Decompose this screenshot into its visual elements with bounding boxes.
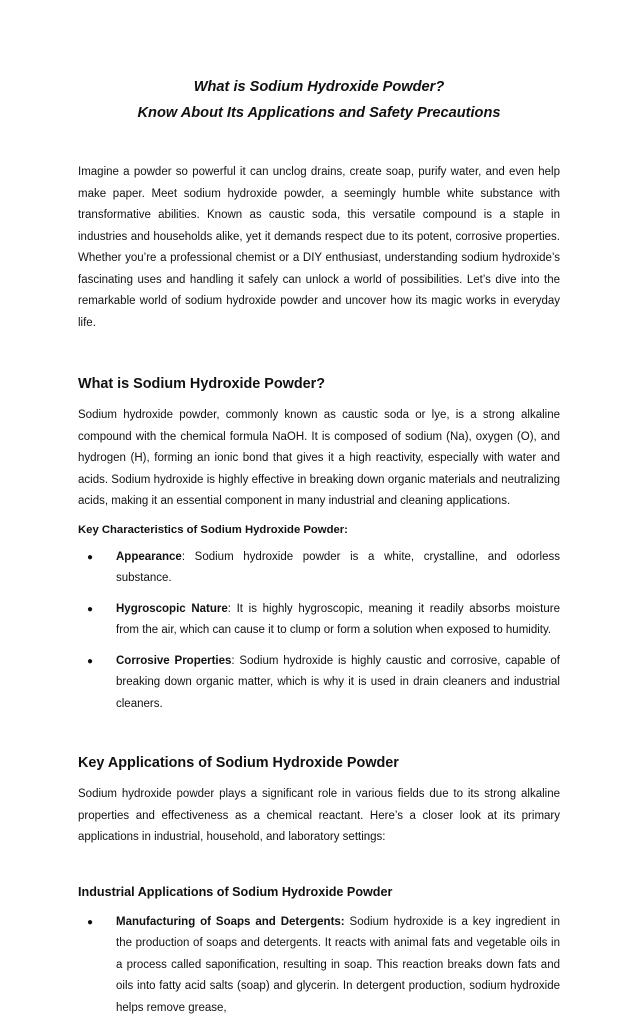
characteristics-list — [78, 547, 560, 716]
characteristics-subheading: Key Characteristics of Sodium Hydroxide Powder: — [78, 521, 560, 539]
intro-paragraph: Imagine a powder so powerful it can unclog drains, create soap, purify water, and even help make paper. Meet sodium hydroxide powder, a seemingly humble white substance with transformative abilities. Known as caustic soda, this versatile compound is a staple in industries and households alike, yet it demands respect due to its potent, corrosive properties. Whether you’re a professional chemist or a DIY enthusiast, understanding sodium hydroxide’s fascinating uses and handling it safely can unlock a world of possibilities. Let’s dive into the remarkable world of sodium hydroxide powder and uncover how its magic works in everyday life. — [78, 162, 560, 334]
section-paragraph-what-is: Sodium hydroxide powder, commonly known as caustic soda or lye, is a strong alkaline compound with the chemical formula NaOH. It is composed of sodium (Na), oxygen (O), and hydrogen (H), forming an ionic bond that gives it a high reactivity, especially with water and acids. Sodium hydroxide is highly effective in breaking down organic materials and neutralizing acids, making it an essential component in many industrial and cleaning applications. — [78, 405, 560, 513]
list-item-text: Sodium hydroxide is a key ingredient in the production of soaps and detergents. It reacts with animal fats and vegetable oils in a process called saponification, resulting in soap. This reaction breaks down fats and oils into fatty acid salts (soap) and glycerin. In detergent production, sodium hydroxide helps remove grease, — [116, 916, 560, 1014]
bullet-icon: ● — [87, 912, 93, 934]
list-item-term: Hygroscopic Nature — [116, 603, 228, 615]
bullet-icon: ● — [87, 651, 93, 673]
list-item-text: : It is highly hygroscopic, meaning it readily absorbs moisture from the air, which can cause it to clump or form a solution when exposed to humidity. — [116, 603, 560, 637]
list-item-term: Manufacturing of Soaps and Detergents: — [116, 916, 345, 928]
bullet-icon: ● — [87, 547, 93, 569]
document-title — [78, 0, 560, 124]
list-item-text: : Sodium hydroxide is highly caustic and corrosive, capable of breaking down organic matter, which is why it is used in drain cleaners and industrial cleaners. — [116, 655, 560, 710]
title-line-1: What is Sodium Hydroxide Powder? — [78, 76, 560, 98]
section-heading-industrial: Industrial Applications of Sodium Hydroxide Powder — [78, 882, 560, 902]
list-item — [78, 912, 560, 1019]
section-heading-applications: Key Applications of Sodium Hydroxide Powder — [78, 753, 560, 773]
section-heading-what-is: What is Sodium Hydroxide Powder? — [78, 374, 560, 394]
industrial-list — [78, 912, 560, 1019]
title-line-2: Know About Its Applications and Safety Precautions — [78, 102, 560, 124]
list-item-term: Appearance — [116, 551, 182, 563]
list-item-text: : Sodium hydroxide powder is a white, crystalline, and odorless substance. — [116, 551, 560, 585]
list-item-term: Corrosive Properties — [116, 655, 231, 667]
list-item — [78, 547, 560, 590]
list-item — [78, 599, 560, 642]
section-paragraph-applications: Sodium hydroxide powder plays a significant role in various fields due to its strong alkaline properties and effectiveness as a chemical reactant. Here’s a closer look at its primary applications in industrial, household, and laboratory settings: — [78, 784, 560, 849]
list-item — [78, 651, 560, 716]
bullet-icon: ● — [87, 599, 93, 621]
